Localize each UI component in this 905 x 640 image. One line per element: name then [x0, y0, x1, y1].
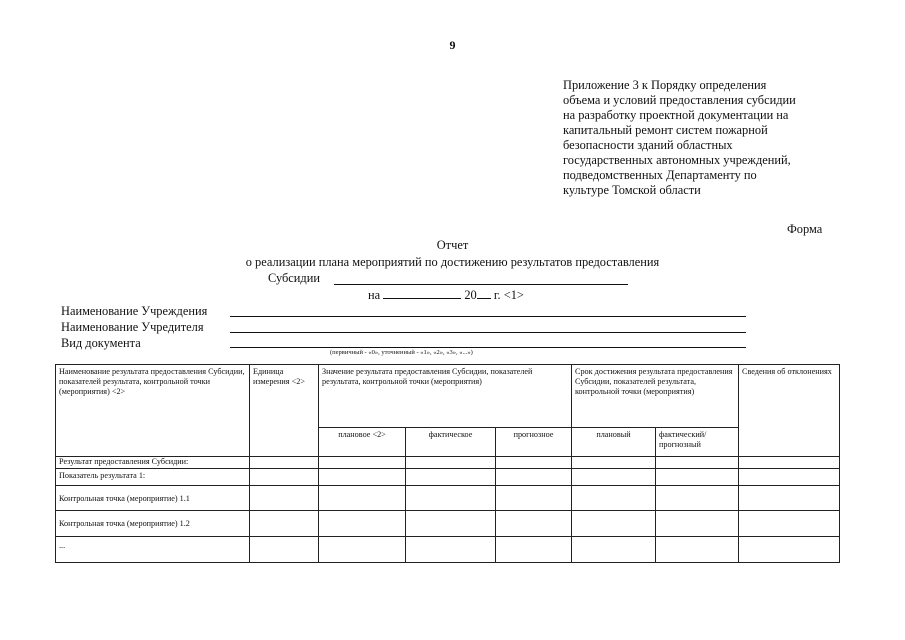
- table-cell: [496, 537, 572, 563]
- document-type-label: Вид документа: [61, 336, 141, 350]
- appendix-line: объема и условий предоставления субсидии: [563, 93, 796, 107]
- appendix-line: на разработку проектной документации на: [563, 108, 789, 122]
- header-deviations: Сведения об отклонениях: [739, 365, 840, 457]
- table-cell: [496, 457, 572, 469]
- table-cell: [572, 457, 656, 469]
- table-row: [56, 511, 840, 537]
- row-label: Контрольная точка (мероприятие) 1.1: [56, 486, 250, 511]
- date-year-line: [477, 287, 491, 299]
- table-cell: [572, 469, 656, 486]
- table-cell: [496, 469, 572, 486]
- subheader-planned-deadline: плановый: [572, 428, 656, 457]
- date-suffix: г. <1>: [493, 288, 524, 302]
- table-cell: [319, 537, 406, 563]
- table-cell: [319, 457, 406, 469]
- table-cell: [406, 537, 496, 563]
- table-cell: [406, 469, 496, 486]
- founder-label: Наименование Учредителя: [61, 320, 204, 334]
- subheader-actual-deadline: фактический/ прогнозный: [656, 428, 739, 457]
- subheader-forecast-value: прогнозное: [496, 428, 572, 457]
- table-cell: [319, 469, 406, 486]
- table-cell: [250, 457, 319, 469]
- report-subtitle: о реализации плана мероприятий по достижению результатов предоставления: [245, 255, 660, 269]
- table-cell: [656, 486, 739, 511]
- table-cell: [250, 486, 319, 511]
- table-cell: [250, 469, 319, 486]
- table-cell: [496, 511, 572, 537]
- report-date: [368, 287, 524, 303]
- appendix-line: подведомственных Департаменту по: [563, 168, 757, 182]
- table-cell: [572, 537, 656, 563]
- date-day-month-line: [383, 287, 461, 299]
- table-cell: [250, 537, 319, 563]
- appendix-line: культуре Томской области: [563, 183, 701, 197]
- header-unit: Единица измерения <2>: [250, 365, 319, 457]
- table-row: [56, 537, 840, 563]
- appendix-line: Приложение 3 к Порядку определения: [563, 78, 767, 92]
- page-number: 9: [449, 38, 456, 52]
- table-cell: [739, 486, 840, 511]
- report-table: [55, 364, 840, 563]
- table-cell: [572, 511, 656, 537]
- table-row: [56, 486, 840, 511]
- table-header-row: [56, 365, 840, 428]
- table-cell: [406, 457, 496, 469]
- table-cell: [496, 486, 572, 511]
- subheader-planned-value: плановое <2>: [319, 428, 406, 457]
- subheader-actual-value: фактическое: [406, 428, 496, 457]
- header-result-name: Наименование результата предоставления Субсидии, показателей результата, контрольной точки (мероприятия) <2>: [56, 365, 250, 457]
- subsidy-name-line: [334, 284, 628, 285]
- appendix-note: [563, 78, 853, 198]
- table-cell: [572, 486, 656, 511]
- appendix-line: безопасности зданий областных: [563, 138, 733, 152]
- document-type-hint: (первичный - «0», уточненный - «1», «2», «3», «...»): [330, 349, 473, 356]
- date-year: 20: [464, 288, 477, 302]
- table-cell: [656, 537, 739, 563]
- table-cell: [656, 457, 739, 469]
- table-cell: [656, 469, 739, 486]
- table-cell: [739, 511, 840, 537]
- document-type-line: [230, 347, 746, 348]
- table-row: [56, 457, 840, 469]
- table-cell: [406, 511, 496, 537]
- institution-line: [230, 316, 746, 317]
- table-cell: [739, 457, 840, 469]
- subsidy-label: Субсидии: [268, 271, 320, 285]
- table-cell: [250, 511, 319, 537]
- form-label: Форма: [787, 222, 823, 236]
- row-label: Результат предоставления Субсидии:: [56, 457, 250, 469]
- header-value-group: Значение результата предоставления Субсидии, показателей результата, контрольной точки (мероприятия): [319, 365, 572, 428]
- table-cell: [319, 486, 406, 511]
- row-label: Показатель результата 1:: [56, 469, 250, 486]
- institution-label: Наименование Учреждения: [61, 304, 208, 318]
- table-cell: [406, 486, 496, 511]
- table-cell: [319, 511, 406, 537]
- table-cell: [739, 469, 840, 486]
- appendix-line: государственных автономных учреждений,: [563, 153, 791, 167]
- founder-line: [230, 332, 746, 333]
- header-deadline-group: Срок достижения результата предоставления Субсидии, показателей результата, контрольной точки (мероприятия): [572, 365, 739, 428]
- report-title: Отчет: [436, 238, 469, 252]
- appendix-line: капитальный ремонт систем пожарной: [563, 123, 768, 137]
- table-row: [56, 469, 840, 486]
- table-cell: [656, 511, 739, 537]
- date-prefix: на: [368, 288, 381, 302]
- row-label: Контрольная точка (мероприятие) 1.2: [56, 511, 250, 537]
- table-cell: [739, 537, 840, 563]
- row-label: ...: [56, 537, 250, 563]
